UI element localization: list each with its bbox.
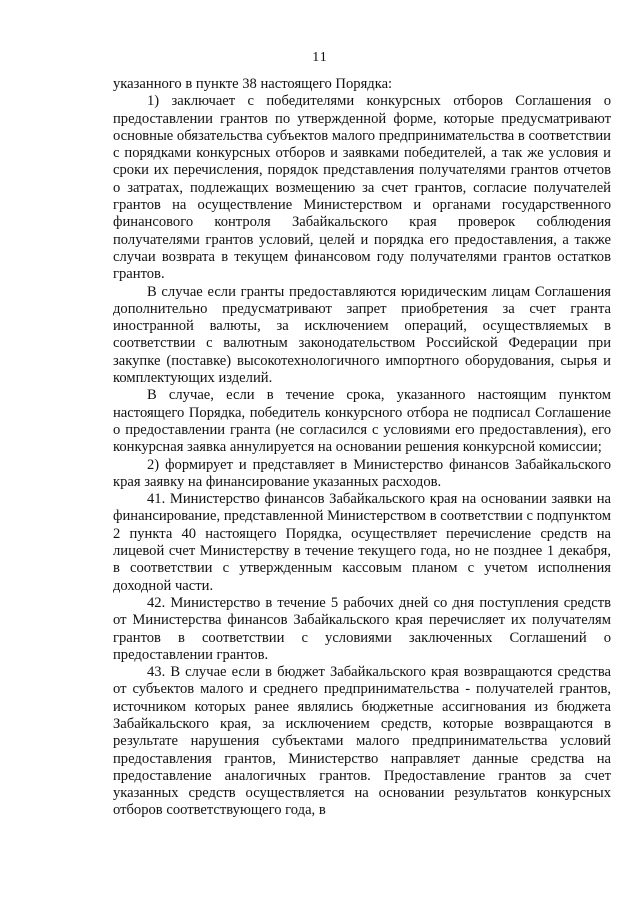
paragraph-item-2: 2) формирует и представляет в Министерство финансов Забайкальского края заявку на финансирование указанных расходов. — [113, 456, 611, 490]
paragraph-item-1: 1) заключает с победителями конкурсных отборов Соглашения о предоставлении грантов по утвержденной форме, которые предусматривают основные обязательства субъектов малого предпринимательства в соответствии с порядками конкурсных отборов и заявками победителей, а так же условия и сроки их перечисления, порядок представления получателями грантов отчетов о затратах, подлежащих возмещению за счет грантов, согласие получателей грантов на осуществление Министерством и органами государственного финансового контроля Забайкальского края проверок соблюдения получателями грантов условий, целей и порядка его предоставления, а также случаи возврата в текущем финансовом году получателями грантов остатков грантов. — [113, 93, 611, 283]
paragraph-clause-42: 42. Министерство в течение 5 рабочих дней со дня поступления средств от Министерства финансов Забайкальского края перечисляет их получателям грантов в соответствии с условиями заключенных Соглашений о предоставлении грантов. — [113, 594, 611, 663]
paragraph-intro: указанного в пункте 38 настоящего Порядка: — [113, 76, 393, 92]
paragraph-unsigned-agreement: В случае, если в течение срока, указанного настоящим пунктом настоящего Порядка, победитель конкурсного отбора не подписал Соглашение о предоставлении гранта (не согласился с условиями его предоставления), его конкурсная заявка аннулируется на основании решения конкурсной комиссии; — [113, 387, 611, 456]
paragraph-clause-43: 43. В случае если в бюджет Забайкальского края возвращаются средства от субъектов малого и среднего предпринимательства - получателей грантов, источником которых ранее являлись бюджетные ассигнования из бюджета Забайкальского края, за исключением средств, которые возвращаются в результате нарушения субъектами малого предпринимательства условий предоставления грантов, Министерство направляет данные средства на предоставление аналогичных грантов. Предоставление грантов за счет указанных средств осуществляется на основании результатов конкурсных отборов соответствующего года, в — [113, 664, 611, 819]
paragraph-legal-entities: В случае если гранты предоставляются юридическим лицам Соглашения дополнительно предусматривают запрет приобретения за счет гранта иностранной валюты, за исключением операций, осуществляемых в соответствии с валютным законодательством Российской Федерации при закупке (поставке) высокотехнологичного импортного оборудования, сырья и комплектующих изделий. — [113, 283, 611, 387]
document-body — [113, 76, 611, 820]
paragraph-clause-41: 41. Министерство финансов Забайкальского края на основании заявки на финансирование, представленной Министерством в соответствии с подпунктом 2 пункта 40 настоящего Порядка, осуществляет перечисление средств на лицевой счет Министерству в течение текущего года, но не позднее 1 декабря, в соответствии с утвержденным кассовым планом с учетом исполнения доходной части. — [113, 491, 611, 594]
page-number: 11 — [312, 50, 328, 65]
